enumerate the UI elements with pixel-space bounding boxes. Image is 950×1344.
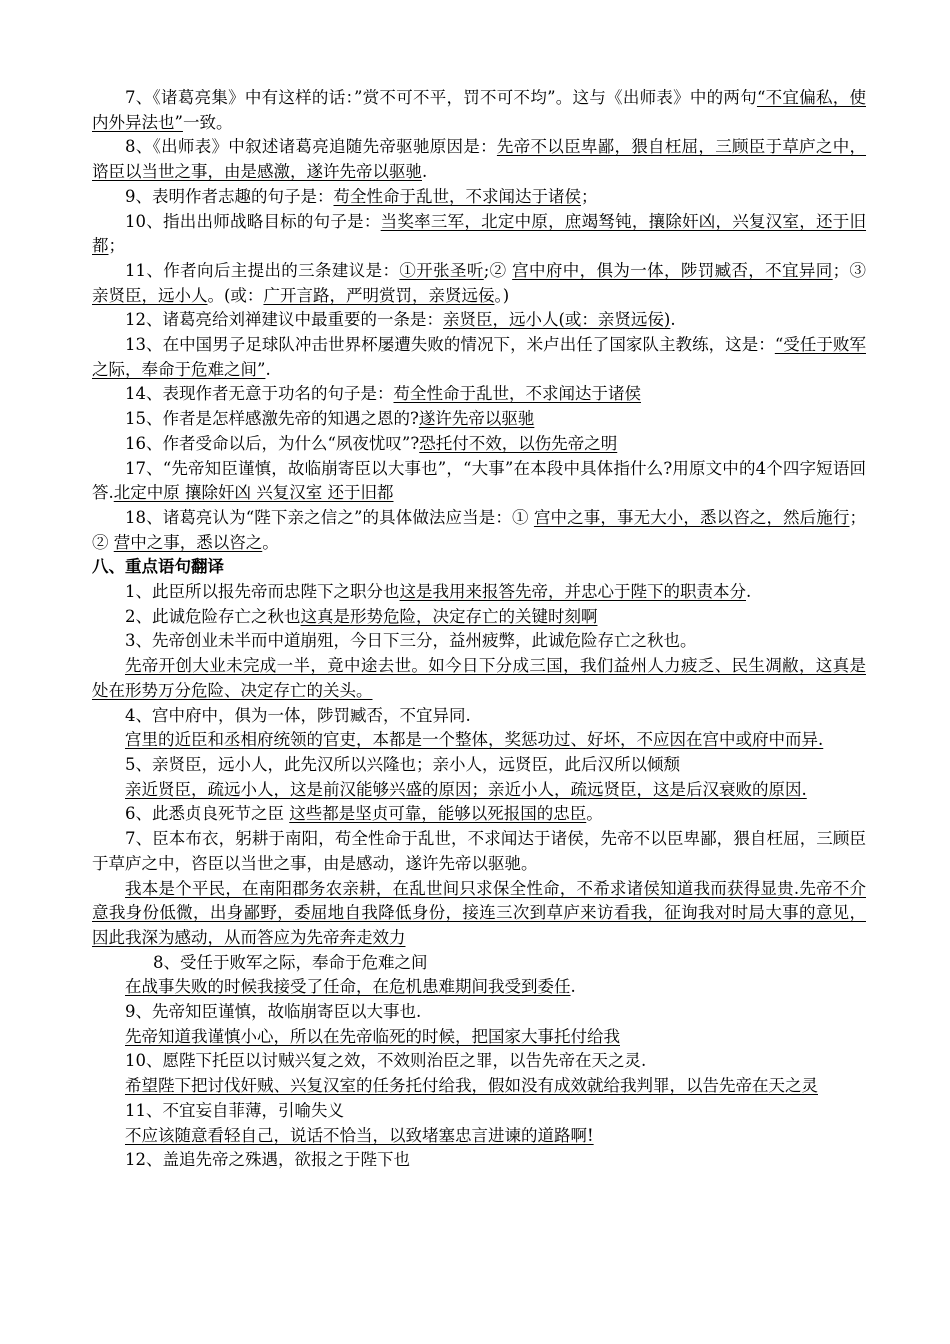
item-18 — [92, 506, 866, 555]
translation-text: 亲近贤臣，疏远小人，这是前汉能够兴盛的原因；亲近小人，疏远贤臣，这是后汉衰败的原因. — [125, 779, 807, 799]
trailing-text: . — [746, 582, 752, 602]
trailing-text: . — [570, 977, 576, 997]
document-page — [92, 86, 866, 1173]
separator-text: ；② — [92, 507, 866, 552]
translation-2 — [92, 605, 866, 630]
translation-text: 希望陛下把讨伐奸贼、兴复汉室的任务托付给我，假如没有成效就给我判罪，以告先帝在天之灵 — [125, 1076, 818, 1096]
answer-text: 亲贤臣，远小人(或：亲贤远佞) — [443, 310, 671, 330]
trailing-text: 。) — [494, 285, 510, 305]
trailing-text: 一致。 — [182, 112, 233, 132]
separator-text: ；③ — [832, 260, 867, 280]
trailing-text: . — [265, 359, 271, 379]
item-15 — [92, 407, 866, 432]
source-sentence: 6、此悉贞良死节之臣 — [125, 804, 290, 824]
question-text: 9、表明作者志趣的句子是： — [125, 186, 334, 206]
trailing-text: . — [670, 310, 676, 330]
translation-text: 先帝开创大业未完成一半，竟中途去世。如今日下分成三国，我们益州人力疲乏、民生凋敝，这真是处在形势万分危险、决定存亡的关头。 — [92, 656, 866, 700]
answer-text: 宫中之事，事无大小，悉以咨之，然后施行 — [533, 507, 850, 527]
item-12 — [92, 308, 866, 333]
item-7 — [92, 86, 866, 135]
translation-text: 这是我用来报答先帝，并忠心于陛下的职责本分 — [399, 582, 746, 602]
translation-8-source: 8、受任于败军之际，奉命于危难之间 — [153, 952, 428, 972]
translation-3-answer — [92, 654, 866, 703]
translation-text: 宫里的近臣和丞相府统领的官吏，本都是一个整体，奖惩功过、好坏，不应因在宫中或府中而异. — [125, 730, 824, 750]
answer-text: 恐托付不效，以伤先帝之明 — [419, 433, 618, 453]
answer-text: 先帝不以臣卑鄙，猥自枉屈，三顾臣于草庐之中，谘臣以当世之事，由是感激，遂许先帝以驱驰 — [92, 137, 867, 182]
translation-7-source: 7、臣本布衣，躬耕于南阳，苟全性命于乱世，不求闻达于诸侯，先帝不以臣卑鄙，猥自枉屈，三顾臣于草庐之中，咨臣以当世之事，由是感动，遂许先帝以驱驰。 — [92, 829, 866, 873]
translation-4-answer — [92, 728, 866, 753]
translation-6 — [92, 802, 866, 827]
trailing-text: . — [422, 162, 428, 182]
translation-5-answer — [92, 778, 866, 803]
item-14 — [92, 382, 866, 407]
separator-text: ;② — [483, 260, 513, 280]
translation-9-source: 9、先帝知臣谨慎，故临崩寄臣以大事也. — [125, 1002, 422, 1022]
question-text: 14、表现作者无意于功名的句子是： — [125, 384, 394, 404]
translation-9-answer — [92, 1025, 866, 1050]
item-10 — [92, 210, 866, 259]
answer-text: 广开言路，严明赏罚，亲贤远佞 — [263, 285, 495, 305]
answer-text: 营中之事，悉以咨之 — [113, 532, 263, 552]
question-text: 17、“先帝知臣谨慎，故临崩寄臣以大事也”，“大事”在本段中具体指什么?用原文中的4个四字短语回答. — [92, 458, 866, 503]
translation-text: 在战事失败的时候我接受了任命，在危机患难期间我受到委任 — [125, 977, 571, 997]
trailing-text: ； — [581, 186, 598, 206]
item-16 — [92, 432, 866, 457]
question-text: 15、作者是怎样感激先帝的知遇之恩的? — [125, 409, 419, 429]
translation-text: 我本是个平民，在南阳郡务农亲耕，在乱世间只求保全性命，不希求诸侯知道我而获得显贵.先帝不介意我身份低微，出身鄙野，委屈地自我降低身份，接连三次到草庐来访看我，征询我对时局大事的意见，因此我深为感动，从而答应为先帝奔走效力 — [92, 878, 866, 947]
item-8 — [92, 135, 866, 184]
item-17 — [92, 457, 866, 506]
section-heading: 八、重点语句翻译 — [92, 557, 224, 577]
question-text: 11、作者向后主提出的三条建议是： — [125, 260, 400, 280]
question-text: 8、《出师表》中叙述诸葛亮追随先帝驱驰原因是： — [125, 137, 497, 157]
translation-text: 这些都是坚贞可靠，能够以死报国的忠臣 — [289, 804, 587, 824]
translation-11-source: 11、不宜妄自菲薄，引喻失义 — [125, 1100, 344, 1120]
answer-text: ①开张圣听 — [399, 260, 484, 280]
translation-5-source: 5、亲贤臣，远小人，此先汉所以兴隆也；亲小人，远贤臣，此后汉所以倾颓 — [125, 754, 680, 774]
translation-10-answer — [92, 1074, 866, 1099]
answer-text: 遂许先帝以驱驰 — [418, 409, 535, 429]
answer-text: 苟全性命于乱世，不求闻达于诸侯 — [393, 384, 641, 404]
question-text: 18、诸葛亮认为“陛下亲之信之”的具体做法应当是：① — [125, 507, 534, 527]
trailing-text: 。 — [262, 532, 279, 552]
item-13 — [92, 333, 866, 382]
translation-10-source: 10、愿陛下托臣以讨贼兴复之效，不效则治臣之罪，以告先帝在天之灵. — [125, 1051, 647, 1071]
answer-text: 北定中原 攘除奸凶 兴复汉室 还于旧都 — [113, 483, 394, 503]
answer-text: “不宜偏私，使内外异法也” — [92, 88, 866, 132]
translation-8-answer — [92, 975, 866, 1000]
translation-text: 这真是形势危险，决定存亡的关键时刻啊 — [300, 606, 598, 626]
answer-text: 宫中府中，俱为一体，陟罚臧否，不宜异同 — [512, 260, 833, 280]
question-text: 7、《诸葛亮集》中有这样的话：”赏不可不平，罚不可不均”。这与《出师表》中的两句 — [125, 88, 757, 107]
trailing-text: ； — [108, 236, 125, 256]
separator-text: 。(或： — [207, 285, 264, 305]
answer-text: 苟全性命于乱世，不求闻达于诸侯 — [333, 186, 581, 206]
answer-text: 当奖率三军，北定中原，庶竭驽钝，攘除奸凶，兴复汉室，还于旧都 — [92, 211, 867, 256]
question-text: 10、指出出师战略目标的句子是： — [125, 211, 381, 231]
translation-12-source: 12、盖追先帝之殊遇，欲报之于陛下也 — [125, 1150, 410, 1170]
trailing-text: 。 — [586, 804, 603, 824]
source-sentence: 2、此诚危险存亡之秋也 — [125, 606, 301, 626]
translation-3-source: 3、先帝创业未半而中道崩殂，今日下三分，益州疲弊，此诚危险存亡之秋也。 — [125, 631, 697, 651]
source-sentence: 1、此臣所以报先帝而忠陛下之职分也 — [125, 582, 400, 602]
translation-11-answer — [92, 1124, 866, 1149]
item-11 — [92, 259, 866, 308]
answer-text: “受任于败军之际，奉命于危难之间” — [92, 335, 866, 379]
question-text: 16、作者受命以后，为什么“夙夜忧叹”? — [125, 433, 420, 453]
question-text: 13、在中国男子足球队冲击世界杯屡遭失败的情况下，米卢出任了国家队主教练，这是： — [125, 335, 775, 355]
item-9 — [92, 185, 866, 210]
translation-7-answer — [92, 877, 866, 951]
translation-4-source: 4、宫中府中，俱为一体，陟罚臧否，不宜异同. — [125, 705, 471, 725]
answer-text: 亲贤臣，远小人 — [92, 285, 208, 305]
question-text: 12、诸葛亮给刘禅建议中最重要的一条是： — [125, 310, 443, 330]
translation-text: 不应该随意看轻自己，说话不恰当，以致堵塞忠言进谏的道路啊! — [125, 1125, 594, 1145]
translation-1 — [92, 580, 866, 605]
translation-text: 先帝知道我谨慎小心，所以在先帝临死的时候，把国家大事托付给我 — [125, 1026, 620, 1046]
